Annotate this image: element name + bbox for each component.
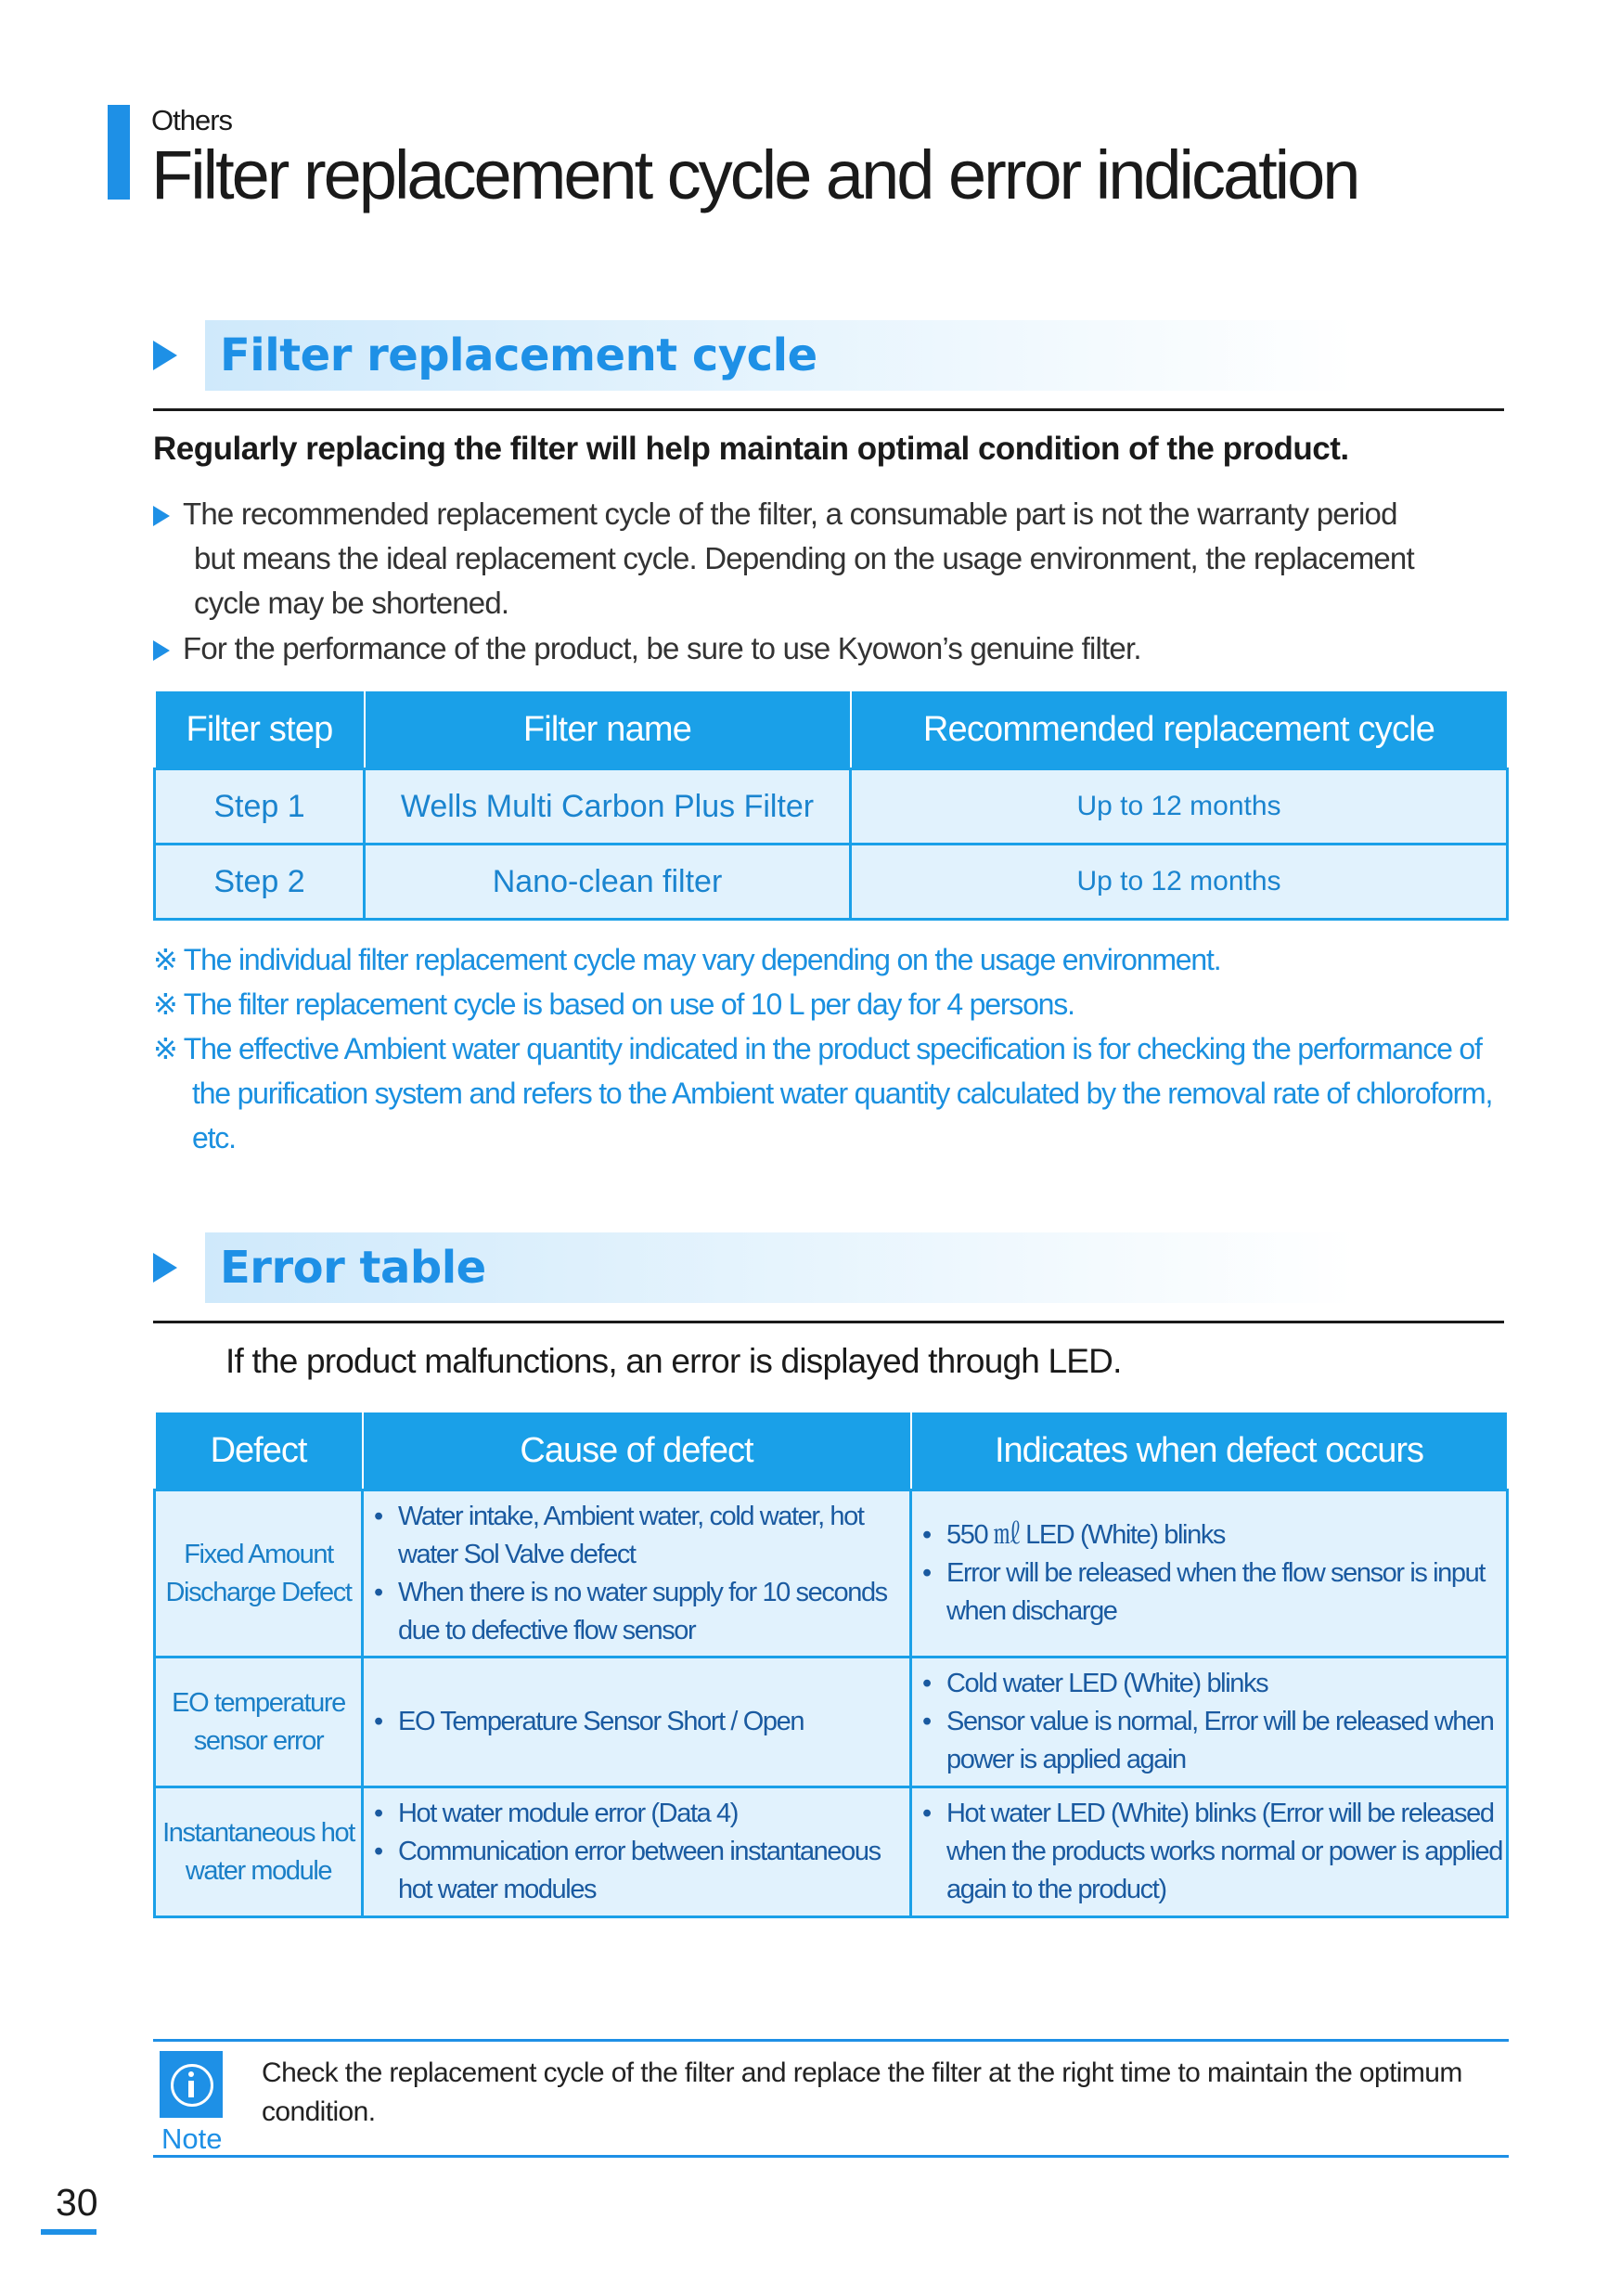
table-header-row <box>155 1412 1508 1490</box>
indication-item: • Error will be released when the flow sensor is input when discharge <box>922 1554 1505 1631</box>
bullet-text: The recommended replacement cycle of the filter, a consumable part is not the warranty period <box>183 497 1397 531</box>
column-header: Recommended replacement cycle <box>851 691 1508 769</box>
bullet-triangle-icon <box>153 506 170 526</box>
info-icon <box>160 2051 223 2118</box>
column-header: Defect <box>155 1412 363 1490</box>
column-header: Filter name <box>365 691 851 769</box>
indication-item: • Sensor value is normal, Error will be released when power is applied again <box>922 1703 1505 1779</box>
defect-cell: EO temperature sensor error <box>155 1658 363 1787</box>
bullet-text: cycle may be shortened. <box>194 586 509 620</box>
heading-triangle-icon <box>153 341 177 370</box>
heading-rule <box>153 1321 1504 1323</box>
error-table-heading <box>153 1232 1504 1335</box>
table-row <box>155 1490 1508 1658</box>
note-line: ※ The effective Ambient water quantity indicated in the product specification is for checking the performance of the purification system and refers to the Ambient water quantity calculated by the removal rate of chloroform, etc. <box>153 1032 1493 1154</box>
heading-triangle-icon <box>153 1253 177 1283</box>
note-bottom-rule <box>153 2155 1509 2158</box>
indication-cell <box>911 1787 1508 1917</box>
indication-cell <box>911 1658 1508 1787</box>
indication-item: • 550 ㎖ LED (White) blinks <box>922 1516 1505 1554</box>
note-label: Note <box>161 2122 223 2155</box>
table-cell: Wells Multi Carbon Plus Filter <box>365 769 851 845</box>
table-cell: Step 2 <box>155 845 365 920</box>
page-number: 30 <box>56 2181 98 2224</box>
indication-item: • Hot water LED (White) blinks (Error will be released when the products works normal or power is applied again to the product) <box>922 1795 1505 1909</box>
indication-item: • Cold water LED (White) blinks <box>922 1665 1505 1703</box>
note-text: Check the replacement cycle of the filter and replace the filter at the right time to maintain the optimum condition. <box>262 2057 1462 2127</box>
filter-table <box>153 691 1509 921</box>
table-cell: Up to 12 months <box>851 845 1508 920</box>
filter-cycle-bullet-2 <box>153 626 1489 671</box>
page-title: Filter replacement cycle and error indication <box>151 136 1358 213</box>
error-intro: If the product malfunctions, an error is displayed through LED. <box>225 1342 1122 1380</box>
table-row <box>155 845 1508 920</box>
cause-item: • Hot water module error (Data 4) <box>374 1795 908 1833</box>
filter-notes <box>153 937 1508 1160</box>
column-header: Filter step <box>155 691 365 769</box>
note-line: ※ The individual filter replacement cycle may vary depending on the usage environment. <box>153 943 1221 976</box>
cause-cell <box>363 1658 911 1787</box>
bullet-triangle-icon <box>153 640 170 661</box>
table-header-row <box>155 691 1508 769</box>
defect-cell: Instantaneous hot water module <box>155 1787 363 1917</box>
header-accent-bar <box>108 105 130 200</box>
filter-cycle-lead: Regularly replacing the filter will help maintain optimal condition of the product. <box>153 431 1349 467</box>
table-row <box>155 1658 1508 1787</box>
note-line: ※ The filter replacement cycle is based on use of 10 L per day for 4 persons. <box>153 987 1074 1021</box>
note-top-rule <box>153 2039 1509 2042</box>
filter-cycle-heading <box>153 320 1504 422</box>
bullet-text: but means the ideal replacement cycle. Depending on the usage environment, the replacement <box>194 541 1414 575</box>
table-cell: Nano-clean filter <box>365 845 851 920</box>
heading-rule <box>153 408 1504 411</box>
indication-cell <box>911 1490 1508 1658</box>
page-number-bar <box>41 2229 96 2235</box>
table-cell: Step 1 <box>155 769 365 845</box>
bullet-text: For the performance of the product, be sure to use Kyowon’s genuine filter. <box>183 631 1141 665</box>
cause-cell <box>363 1787 911 1917</box>
table-row <box>155 769 1508 845</box>
defect-cell: Fixed Amount Discharge Defect <box>155 1490 363 1658</box>
filter-cycle-bullet-1 <box>153 492 1489 626</box>
error-table <box>153 1412 1509 1918</box>
section-category: Others <box>151 104 233 136</box>
cause-item: • Water intake, Ambient water, cold water, hot water Sol Valve defect <box>374 1498 908 1574</box>
filter-cycle-title: Filter replacement cycle <box>220 329 817 381</box>
cause-cell <box>363 1490 911 1658</box>
cause-item: • When there is no water supply for 10 seconds due to defective flow sensor <box>374 1574 908 1650</box>
cause-item: • EO Temperature Sensor Short / Open <box>374 1703 908 1741</box>
column-header: Cause of defect <box>363 1412 911 1490</box>
table-row <box>155 1787 1508 1917</box>
cause-item: • Communication error between instantaneous hot water modules <box>374 1833 908 1909</box>
error-table-title: Error table <box>220 1242 486 1294</box>
table-cell: Up to 12 months <box>851 769 1508 845</box>
column-header: Indicates when defect occurs <box>911 1412 1508 1490</box>
